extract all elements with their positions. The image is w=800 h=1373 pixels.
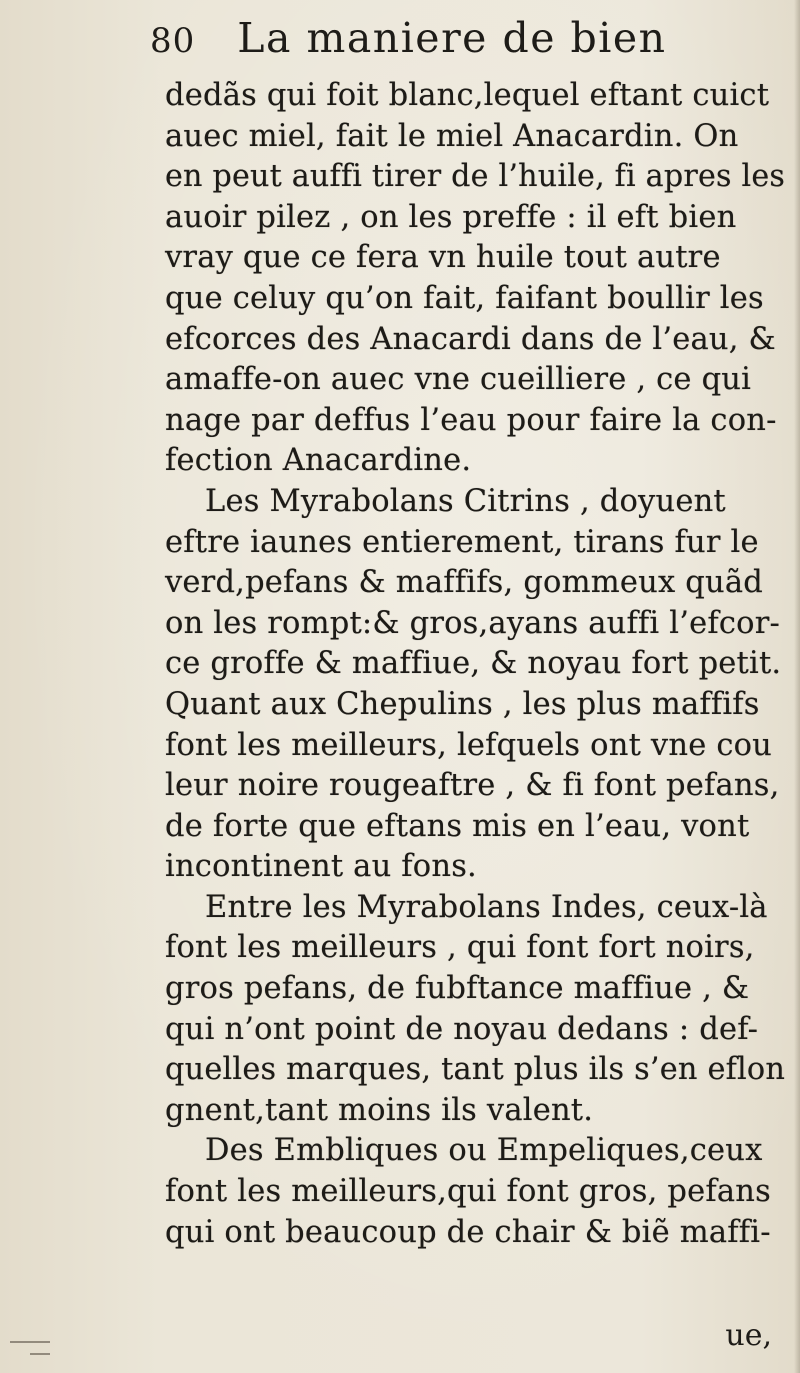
text-line: gnent,tant moins ils valent.: [165, 1092, 594, 1128]
body-text: [165, 76, 785, 1253]
text-line: amaffe-on auec vne cueilliere , ce qui: [165, 362, 752, 398]
page-header: [150, 14, 667, 74]
text-line: on les rompt:& gros,ayans auffi l’efcor-: [165, 605, 780, 641]
text-line: gros pefans, de fubftance maffiue , &: [165, 971, 750, 1007]
text-line: ce groffe & maffiue, & noyau fort petit.: [165, 646, 782, 682]
text-line: Entre les Myrabolans Indes, ceux-là: [205, 889, 768, 925]
text-line: Des Embliques ou Empeliques,ceux: [205, 1133, 763, 1169]
text-line: auec miel, fait le miel Anacardin. On: [165, 118, 739, 154]
text-line: efcorces des Anacardi dans de l’eau, &: [165, 321, 776, 357]
text-line: que celuy qu’on fait, faifant boullir les: [165, 280, 764, 316]
running-title: La maniere de bien: [237, 14, 667, 62]
scan-mark: [10, 1341, 50, 1343]
text-line: quelles marques, tant plus ils s’en eflon: [165, 1052, 786, 1088]
text-line: leur noire rougeaftre , & fi font pefans,: [165, 768, 780, 804]
text-line: eftre iaunes entierement, tirans fur le: [165, 524, 759, 560]
text-line: Les Myrabolans Citrins , doyuent: [205, 483, 726, 519]
text-line: en peut auffi tirer de l’huile, fi apres les: [165, 159, 786, 195]
scan-mark: [30, 1353, 50, 1355]
text-line: font les meilleurs , qui font fort noirs,: [165, 930, 755, 966]
text-line: fection Anacardine.: [165, 443, 472, 479]
text-line: de forte que eftans mis en l’eau, vont: [165, 808, 750, 844]
text-line: auoir pilez , on les preffe : il eft bien: [165, 199, 737, 235]
text-line: dedãs qui foit blanc,lequel eftant cuict: [165, 78, 770, 113]
page-number: 80: [150, 21, 196, 61]
text-line: vray que ce fera vn huile tout autre: [165, 240, 721, 276]
text-line: font les meilleurs, lefquels ont vne cou: [165, 727, 773, 763]
text-line: qui ont beaucoup de chair & biẽ maffi-: [165, 1214, 771, 1250]
text-line: nage par deffus l’eau pour faire la con-: [165, 402, 777, 438]
text-line: font les meilleurs,qui font gros, pefans: [165, 1174, 771, 1210]
text-line: qui n’ont point de noyau dedans : def-: [165, 1011, 759, 1047]
catchword: ue,: [725, 1318, 772, 1353]
text-line: incontinent au fons.: [165, 849, 477, 885]
text-line: verd,pefans & maffifs, gommeux quãd: [165, 565, 763, 601]
text-line: Quant aux Chepulins , les plus maffifs: [165, 686, 760, 722]
